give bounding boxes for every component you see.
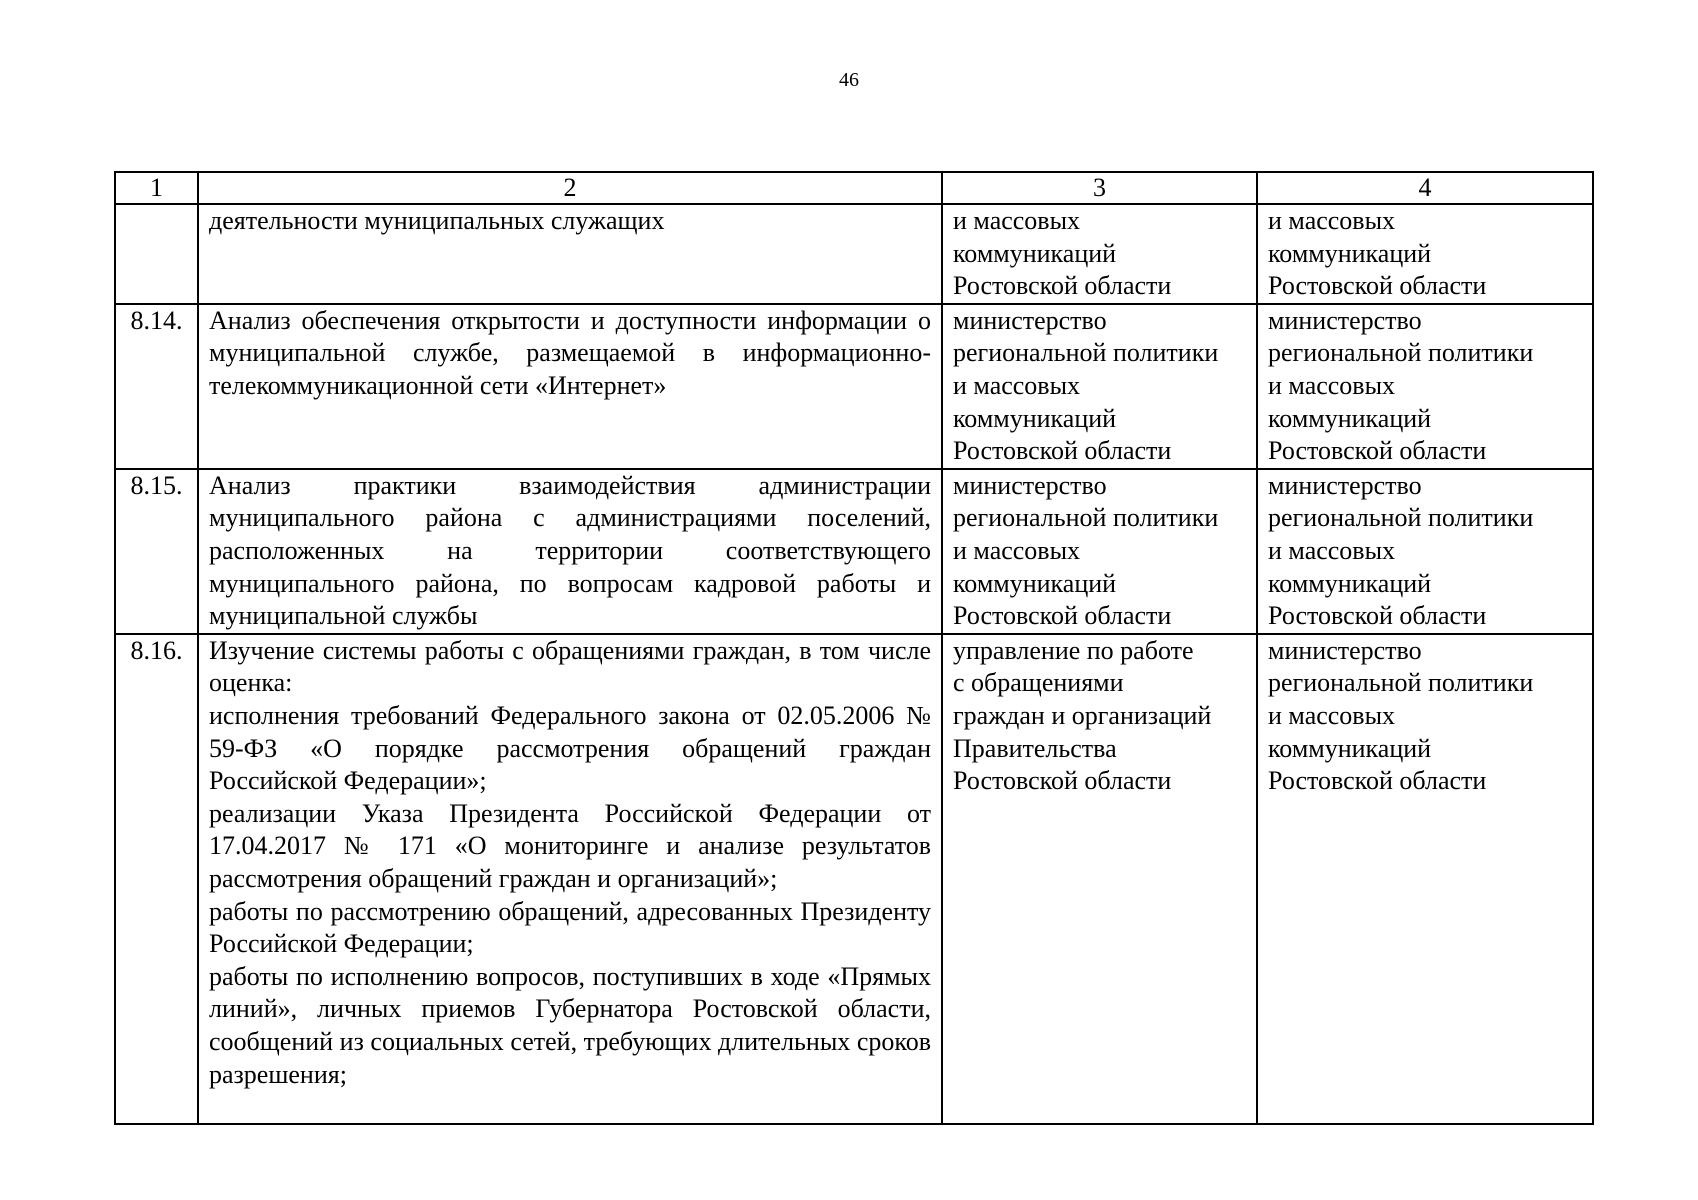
description-paragraph: работы по исполнению вопросов, поступивших в ходе «Прямых линий», личных приемов Губернатора Ростовской области, сообщений из социальных сетей, требующих длительных сроков разрешения;: [209, 961, 931, 1089]
row-executor: [942, 304, 1257, 469]
executor-line: Правительства: [953, 733, 1117, 763]
executor-line: граждан и организаций: [953, 700, 1212, 730]
description-paragraph: Анализ обеспечения открытости и доступности информации о муниципальной службе, размещаемой в информационно-телекоммуникационной сети «Интернет»: [209, 305, 931, 400]
description-paragraph: Изучение системы работы с обращениями граждан, в том числе оценка:: [209, 635, 931, 698]
coexecutor-line: и массовых: [1268, 206, 1396, 235]
executor-line: и массовых: [953, 535, 1081, 565]
executor-line: Ростовской области: [953, 766, 1172, 796]
coexecutor-line: Ростовской области: [1268, 271, 1487, 301]
coexecutor-line: министерство: [1268, 470, 1422, 500]
table-header-row: [115, 172, 1593, 204]
executor-line: коммуникаций: [953, 568, 1117, 598]
description-paragraph: исполнения требований Федерального закона от 02.05.2006 № 59-ФЗ «О порядке рассмотрения обращений граждан Российской Федерации»;: [209, 700, 931, 796]
row-number: 8.16.: [115, 634, 198, 1124]
executor-line: коммуникаций: [953, 238, 1117, 268]
executor-line: коммуникаций: [953, 403, 1117, 433]
coexecutor-line: и массовых: [1268, 700, 1396, 730]
row-description: [198, 204, 942, 304]
coexecutor-line: Ростовской области: [1268, 436, 1487, 466]
row-description: [198, 634, 942, 1124]
row-coexecutor: [1257, 634, 1593, 1124]
plan-table: [114, 171, 1594, 1125]
description-paragraph: реализации Указа Президента Российской Федерации от 17.04.2017 № 171 «О мониторинге и анализе результатов рассмотрения обращений граждан и организаций»;: [209, 798, 931, 893]
coexecutor-line: региональной политики: [1268, 668, 1534, 698]
table-row: [115, 469, 1593, 634]
coexecutor-line: коммуникаций: [1268, 403, 1432, 433]
table-row: [115, 304, 1593, 469]
description-paragraph: работы по рассмотрению обращений, адресованных Президенту Российской Федерации;: [209, 896, 931, 959]
coexecutor-line: Ростовской области: [1268, 601, 1487, 631]
column-header-1: 1: [115, 172, 198, 204]
row-description: [198, 304, 942, 469]
row-coexecutor: [1257, 469, 1593, 634]
coexecutor-line: и массовых: [1268, 370, 1396, 400]
table-row: [115, 204, 1593, 304]
coexecutor-line: коммуникаций: [1268, 568, 1432, 598]
executor-line: министерство: [953, 470, 1107, 500]
executor-line: и массовых: [953, 370, 1081, 400]
executor-line: Ростовской области: [953, 436, 1172, 466]
executor-line: региональной политики: [953, 338, 1219, 368]
row-number: [115, 204, 198, 304]
column-header-3: 3: [942, 172, 1257, 204]
executor-line: Ростовской области: [953, 601, 1172, 631]
row-executor: [942, 204, 1257, 304]
executor-line: региональной политики: [953, 503, 1219, 533]
row-coexecutor: [1257, 304, 1593, 469]
coexecutor-line: министерство: [1268, 635, 1422, 665]
row-coexecutor: [1257, 204, 1593, 304]
coexecutor-line: министерство: [1268, 305, 1422, 335]
description-paragraph: Анализ практики взаимодействия администрации муниципального района с администрациями поселений, расположенных на территории соответствующего муниципального района, по вопросам кадровой работы и муниципальной службы: [209, 470, 931, 631]
coexecutor-line: региональной политики: [1268, 503, 1534, 533]
row-executor: [942, 469, 1257, 634]
column-header-2: 2: [198, 172, 942, 204]
coexecutor-line: коммуникаций: [1268, 733, 1432, 763]
coexecutor-line: Ростовской области: [1268, 766, 1487, 796]
executor-line: Ростовской области: [953, 271, 1172, 301]
coexecutor-line: и массовых: [1268, 535, 1396, 565]
coexecutor-line: коммуникаций: [1268, 238, 1432, 268]
description-paragraph: деятельности муниципальных служащих: [209, 206, 665, 235]
executor-line: министерство: [953, 305, 1107, 335]
row-description: [198, 469, 942, 634]
executor-line: с обращениями: [953, 668, 1124, 698]
row-number: 8.15.: [115, 469, 198, 634]
page-number: 46: [839, 69, 859, 91]
coexecutor-line: региональной политики: [1268, 338, 1534, 368]
row-number: 8.14.: [115, 304, 198, 469]
column-header-4: 4: [1257, 172, 1593, 204]
executor-line: и массовых: [953, 206, 1081, 235]
executor-line: управление по работе: [953, 635, 1194, 665]
table-row: [115, 634, 1593, 1124]
row-executor: [942, 634, 1257, 1124]
